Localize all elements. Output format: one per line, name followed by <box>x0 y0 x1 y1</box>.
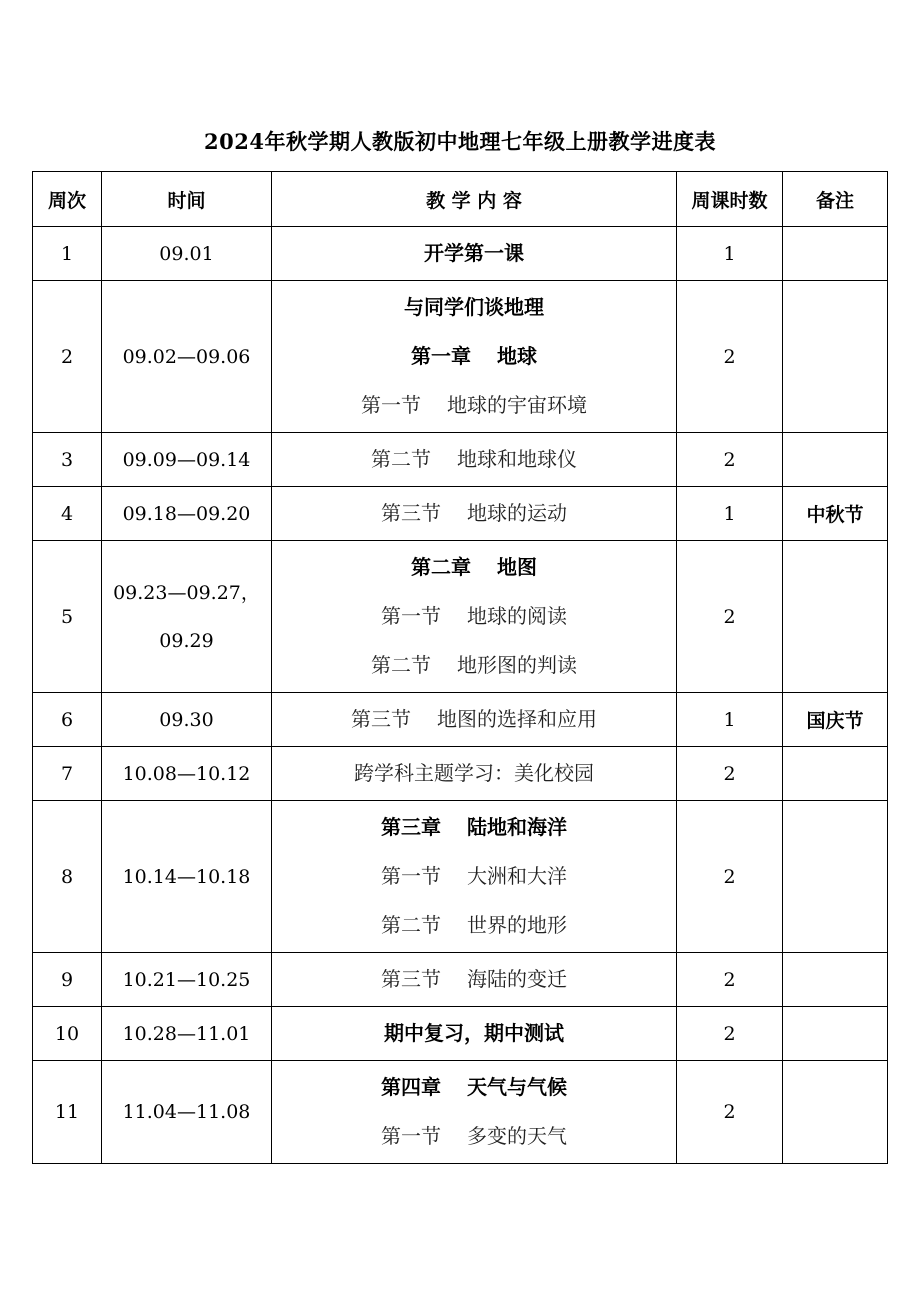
hours-cell: 2 <box>677 953 783 1007</box>
date-range <box>102 490 271 538</box>
date-range <box>102 853 271 901</box>
week-cell: 2 <box>33 281 102 433</box>
table-row <box>33 1007 888 1061</box>
hours-cell: 2 <box>677 1007 783 1061</box>
section-title: 天气与气候 <box>467 1075 567 1099</box>
content-line <box>272 283 676 332</box>
section-label: 第一节 <box>381 864 441 888</box>
date-text: 09.23—09.27， <box>113 581 260 604</box>
content-cell <box>272 693 677 747</box>
content-line <box>272 852 676 901</box>
content-cell <box>272 1061 677 1164</box>
hours-cell: 1 <box>677 227 783 281</box>
date-text: 09.29 <box>159 629 214 652</box>
section-label: 第三节 <box>381 501 441 525</box>
note-cell <box>783 227 888 281</box>
section-title: 地球的阅读 <box>467 604 567 628</box>
time-cell <box>102 693 272 747</box>
week-cell: 6 <box>33 693 102 747</box>
schedule-table <box>32 171 888 1164</box>
date-text: 10.08—10.12 <box>122 762 251 785</box>
date-text: 11.04—11.08 <box>122 1101 251 1123</box>
content-cell <box>272 747 677 801</box>
table-row <box>33 801 888 953</box>
table-row <box>33 1061 888 1164</box>
section-label: 第一节 <box>361 393 421 417</box>
hours-cell: 2 <box>677 1061 783 1164</box>
section-label: 第三节 <box>381 967 441 991</box>
content-line <box>272 695 676 744</box>
content-cell <box>272 433 677 487</box>
content-line <box>272 489 676 538</box>
content-line <box>272 381 676 430</box>
time-cell <box>102 433 272 487</box>
note-cell <box>783 281 888 433</box>
date-range <box>102 1010 271 1058</box>
content-line <box>272 955 676 1004</box>
content-line <box>272 1063 676 1112</box>
week-cell: 9 <box>33 953 102 1007</box>
time-cell <box>102 801 272 953</box>
hours-cell: 2 <box>677 541 783 693</box>
note-cell <box>783 801 888 953</box>
header-note: 备注 <box>783 172 888 227</box>
section-title: 世界的地形 <box>467 913 567 937</box>
time-cell <box>102 227 272 281</box>
note-cell <box>783 541 888 693</box>
date-text: 10.21—10.25 <box>122 968 251 991</box>
date-range <box>102 569 271 665</box>
hours-cell: 2 <box>677 801 783 953</box>
date-text: 09.30 <box>159 708 214 731</box>
content-line <box>272 749 676 798</box>
table-row <box>33 747 888 801</box>
table-row <box>33 693 888 747</box>
time-cell <box>102 1061 272 1164</box>
content-text: 开学第一课 <box>424 241 524 265</box>
week-cell: 5 <box>33 541 102 693</box>
content-cell <box>272 1007 677 1061</box>
section-label: 第一节 <box>381 1124 441 1148</box>
week-cell: 8 <box>33 801 102 953</box>
section-title: 地形图的判读 <box>457 653 577 677</box>
content-line <box>272 803 676 852</box>
content-line <box>272 901 676 950</box>
content-text: 与同学们谈地理 <box>404 295 544 319</box>
section-title: 多变的天气 <box>467 1124 567 1148</box>
time-cell <box>102 541 272 693</box>
content-cell <box>272 487 677 541</box>
date-range <box>102 750 271 798</box>
section-title: 地图的选择和应用 <box>437 707 597 731</box>
note-cell <box>783 953 888 1007</box>
date-range <box>102 1088 271 1136</box>
content-text: 跨学科主题学习：美化校园 <box>354 761 594 785</box>
section-title: 大洲和大洋 <box>467 864 567 888</box>
content-text: 期中复习，期中测试 <box>384 1021 564 1045</box>
date-range <box>102 696 271 744</box>
header-content: 教 学 内 容 <box>272 172 677 227</box>
date-range <box>102 956 271 1004</box>
week-cell: 4 <box>33 487 102 541</box>
section-label: 第二节 <box>371 653 431 677</box>
section-title: 陆地和海洋 <box>467 815 567 839</box>
week-cell: 1 <box>33 227 102 281</box>
section-title: 地球和地球仪 <box>457 447 577 471</box>
header-week: 周次 <box>33 172 102 227</box>
note-cell: 国庆节 <box>783 693 888 747</box>
table-row <box>33 227 888 281</box>
section-title: 地球 <box>497 344 537 368</box>
date-text: 09.01 <box>159 242 214 265</box>
content-cell <box>272 281 677 433</box>
date-range <box>102 333 271 381</box>
week-cell: 11 <box>33 1061 102 1164</box>
table-row <box>33 487 888 541</box>
note-cell <box>783 747 888 801</box>
content-line <box>272 543 676 592</box>
content-line <box>272 592 676 641</box>
section-title: 地图 <box>497 555 537 579</box>
date-text: 10.14—10.18 <box>122 865 251 888</box>
content-line <box>272 332 676 381</box>
week-cell: 7 <box>33 747 102 801</box>
content-line <box>272 1009 676 1058</box>
section-label: 第二节 <box>381 913 441 937</box>
section-title: 地球的运动 <box>467 501 567 525</box>
time-cell <box>102 1007 272 1061</box>
section-title: 海陆的变迁 <box>467 967 567 991</box>
hours-cell: 1 <box>677 487 783 541</box>
hours-cell: 2 <box>677 281 783 433</box>
week-cell: 3 <box>33 433 102 487</box>
section-label: 第一节 <box>381 604 441 628</box>
section-label: 第二章 <box>411 555 471 579</box>
time-cell <box>102 953 272 1007</box>
section-label: 第二节 <box>371 447 431 471</box>
content-cell <box>272 801 677 953</box>
hours-cell: 2 <box>677 433 783 487</box>
week-cell: 10 <box>33 1007 102 1061</box>
table-row <box>33 281 888 433</box>
content-line <box>272 641 676 690</box>
content-line <box>272 229 676 278</box>
section-label: 第四章 <box>381 1075 441 1099</box>
time-cell <box>102 281 272 433</box>
date-text: 09.18—09.20 <box>122 502 251 525</box>
date-text: 10.28—11.01 <box>122 1022 251 1045</box>
content-line <box>272 1112 676 1161</box>
section-label: 第一章 <box>411 344 471 368</box>
table-row <box>33 953 888 1007</box>
content-cell <box>272 227 677 281</box>
note-cell: 中秋节 <box>783 487 888 541</box>
hours-cell: 2 <box>677 747 783 801</box>
content-line <box>272 435 676 484</box>
note-cell <box>783 1061 888 1164</box>
date-range <box>102 436 271 484</box>
table-row <box>33 541 888 693</box>
note-cell <box>783 1007 888 1061</box>
date-range <box>102 230 271 278</box>
header-hours: 周课时数 <box>677 172 783 227</box>
table-header-row <box>33 172 888 227</box>
time-cell <box>102 747 272 801</box>
content-cell <box>272 953 677 1007</box>
hours-cell: 1 <box>677 693 783 747</box>
date-text: 09.02—09.06 <box>122 345 251 368</box>
content-cell <box>272 541 677 693</box>
section-title: 地球的宇宙环境 <box>447 393 587 417</box>
table-row <box>33 433 888 487</box>
section-label: 第三章 <box>381 815 441 839</box>
header-time: 时间 <box>102 172 272 227</box>
date-text: 09.09—09.14 <box>122 448 251 471</box>
section-label: 第三节 <box>351 707 411 731</box>
page-title: 2024年秋学期人教版初中地理七年级上册教学进度表 <box>204 129 716 154</box>
note-cell <box>783 433 888 487</box>
time-cell <box>102 487 272 541</box>
